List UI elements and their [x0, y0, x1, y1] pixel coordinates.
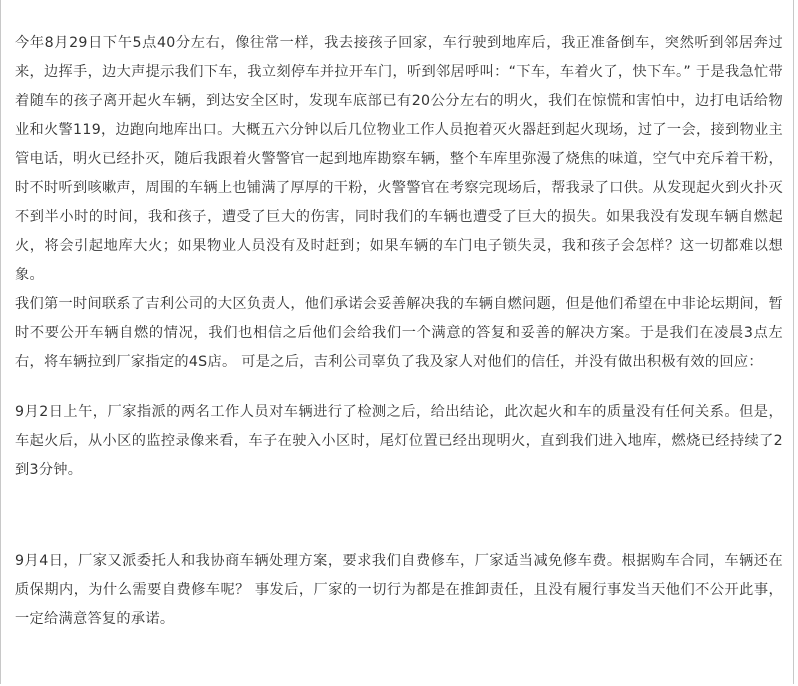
- article-body: [15, 29, 783, 634]
- paragraph-contact-geely: 我们第一时间联系了吉利公司的大区负责人，他们承诺会妥善解决我的车辆自燃问题，但是他们希望在中非论坛期间，暂时不要公开车辆自燃的情况，我们也相信之后他们会给我们一个满意的答复和妥善的解决方案。于是我们在凌晨3点左右，将车辆拉到厂家指定的4S店。 可是之后，吉利公司辜负了我及家人对他们的信任，并没有做出积极有效的回应：: [15, 296, 783, 370]
- paragraph-spacer: [15, 377, 783, 398]
- paragraph-spacer: [15, 485, 783, 547]
- paragraph-incident: 今年8月29日下午5点40分左右，像往常一样，我去接孩子回家，车行驶到地库后，我正准备倒车，突然听到邻居奔过来，边挥手，边大声提示我们下车，我立刻停车并拉开车门，听到邻居呼叫：“下车，车着火了，快下车。” 于是我急忙带着随车的孩子离开起火车辆，到达安全区时，发现车底部已有20公分左右的明火，我们在惊慌和害怕中，边打电话给物业和火警119，边跑向地库出口。大概五六分钟以后几位物业工作人员抱着灭火器赶到起火现场，过了一会，接到物业主管电话，明火已经扑灭，随后我跟着火警警官一起到地库勘察车辆，整个车库里弥漫了烧焦的味道，空气中充斥着干粉，时不时听到咳嗽声，周围的车辆上也铺满了厚厚的干粉，火警警官在考察完现场后，帮我录了口供。从发现起火到火扑灭不到半小时的时间，我和孩子，遭受了巨大的伤害，同时我们的车辆也遭受了巨大的损失。如果我没有发现车辆自燃起火，将会引起地库大火；如果物业人员没有及时赶到；如果车辆的车门电子锁失灵，我和孩子会怎样？这一切都难以想象。: [15, 35, 783, 283]
- paragraph-sept-2: 9月2日上午，厂家指派的两名工作人员对车辆进行了检测之后，给出结论，此次起火和车的质量没有任何关系。但是，车起火后，从小区的监控录像来看，车子在驶入小区时，尾灯位置已经出现明火，直到我们进入地库，燃烧已经持续了2到3分钟。: [15, 404, 783, 478]
- paragraph-sept-4: 9月4日，厂家又派委托人和我协商车辆处理方案，要求我们自费修车，厂家适当减免修车费。根据购车合同，车辆还在质保期内，为什么需要自费修车呢？ 事发后，厂家的一切行为都是在推卸责任，且没有履行事发当天他们不公开此事，一定给满意答复的承诺。: [15, 553, 783, 627]
